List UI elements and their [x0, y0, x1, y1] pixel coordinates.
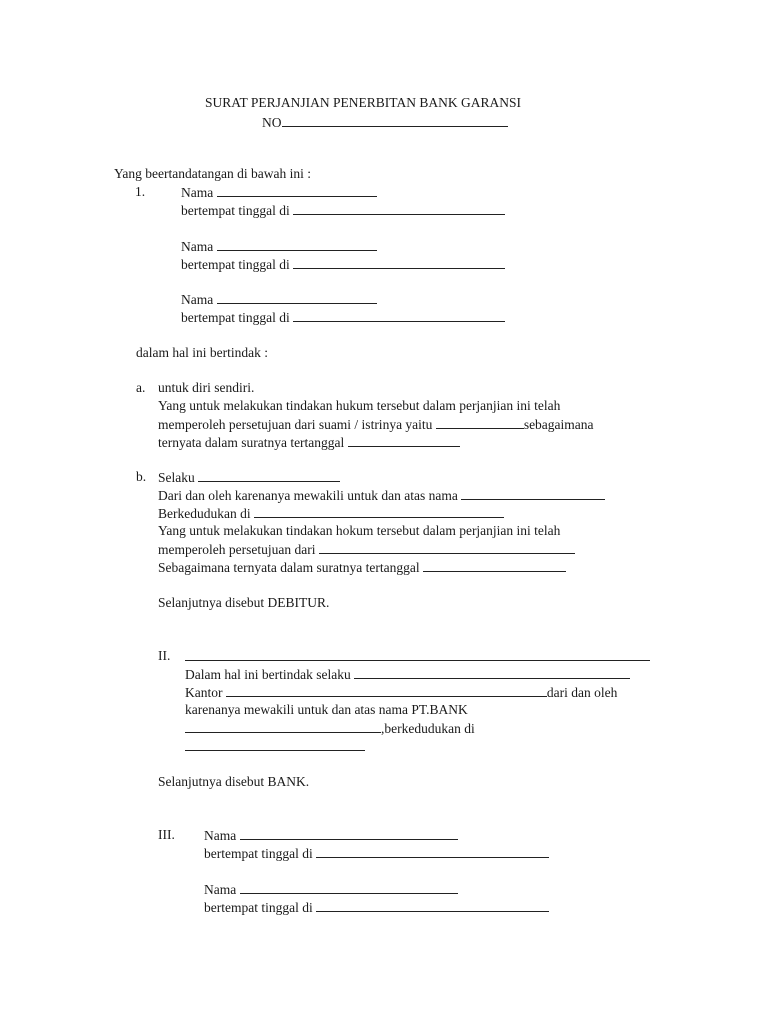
party1-person1-name: Nama — [181, 183, 377, 202]
option-a-title: untuk diri sendiri. — [158, 380, 255, 395]
option-b-title: Selaku — [158, 468, 340, 487]
document-number-line — [262, 113, 508, 132]
bank-name-blank[interactable] — [185, 719, 381, 733]
party2-number: II. — [158, 648, 171, 663]
party3-person1-address: bertempat tinggal di — [204, 844, 549, 863]
party2-line4: ,berkedudukan di — [185, 719, 475, 738]
address-blank[interactable] — [316, 898, 549, 912]
name-blank[interactable] — [217, 290, 377, 304]
address-blank[interactable] — [316, 844, 549, 858]
option-a-letter: a. — [136, 380, 146, 395]
bank-closing: Selanjutnya disebut BANK. — [158, 774, 310, 789]
option-b-line5: Sebagaimana ternyata dalam suratnya tertanggal — [158, 558, 566, 577]
option-a-line2: memperoleh persetujuan dari suami / istrinya yaitu sebagaimana — [158, 417, 594, 432]
debitur-closing: Selanjutnya disebut DEBITUR. — [158, 595, 330, 610]
option-a-line3: ternyata dalam suratnya tertanggal — [158, 433, 460, 452]
date-blank[interactable] — [423, 558, 566, 572]
spouse-blank[interactable] — [436, 415, 524, 429]
option-b-letter: b. — [136, 469, 147, 484]
party1-person1-address: bertempat tinggal di — [181, 201, 505, 220]
party1-person3-name: Nama — [181, 290, 377, 309]
intro-text: Yang beertandatangan di bawah ini : — [114, 166, 311, 181]
date-blank[interactable] — [348, 433, 460, 447]
address-blank[interactable] — [293, 201, 505, 215]
name-blank[interactable] — [240, 880, 458, 894]
party3-person1-name: Nama — [204, 826, 458, 845]
document-title: SURAT PERJANJIAN PENERBITAN BANK GARANSI — [205, 95, 521, 110]
party1-person2-name: Nama — [181, 237, 377, 256]
domicile-blank[interactable] — [254, 504, 504, 518]
party2-line3: karenanya mewakili untuk dan atas nama PT.BANK — [185, 702, 468, 717]
document-number-label: NO — [262, 115, 282, 130]
name-blank[interactable] — [217, 183, 377, 197]
party3-person2-name: Nama — [204, 880, 458, 899]
party1-person3-address: bertempat tinggal di — [181, 308, 505, 327]
party1-person2-address: bertempat tinggal di — [181, 255, 505, 274]
address-blank[interactable] — [293, 308, 505, 322]
name-blank[interactable] — [217, 237, 377, 251]
acting-label: dalam hal ini bertindak : — [136, 345, 268, 360]
party1-number: 1. — [135, 184, 146, 199]
option-b-line4: memperoleh persetujuan dari — [158, 540, 575, 559]
address-blank[interactable] — [293, 255, 505, 269]
name-blank[interactable] — [240, 826, 458, 840]
bank-domicile-blank[interactable] — [185, 737, 365, 751]
party2-name-line — [185, 647, 650, 666]
capacity-blank[interactable] — [354, 665, 630, 679]
option-a-line1: Yang untuk melakukan tindakan hukum tersebut dalam perjanjian ini telah — [158, 398, 561, 413]
party2-line5 — [185, 737, 365, 756]
consent-blank[interactable] — [319, 540, 575, 554]
party3-person2-address: bertempat tinggal di — [204, 898, 549, 917]
document-number-blank[interactable] — [282, 113, 508, 127]
party2-line1: Dalam hal ini bertindak selaku — [185, 665, 630, 684]
party3-number: III. — [158, 827, 175, 842]
option-b-line3: Yang untuk melakukan tindakan hokum tersebut dalam perjanjian ini telah — [158, 523, 561, 538]
represented-blank[interactable] — [461, 486, 605, 500]
option-b-line2: Berkedudukan di — [158, 504, 504, 523]
party2-name-blank[interactable] — [185, 647, 650, 661]
office-blank[interactable] — [226, 683, 547, 697]
party2-line2: Kantor dari dan oleh — [185, 685, 618, 700]
option-b-line1: Dari dan oleh karenanya mewakili untuk dan atas nama — [158, 486, 605, 505]
capacity-blank[interactable] — [198, 468, 340, 482]
